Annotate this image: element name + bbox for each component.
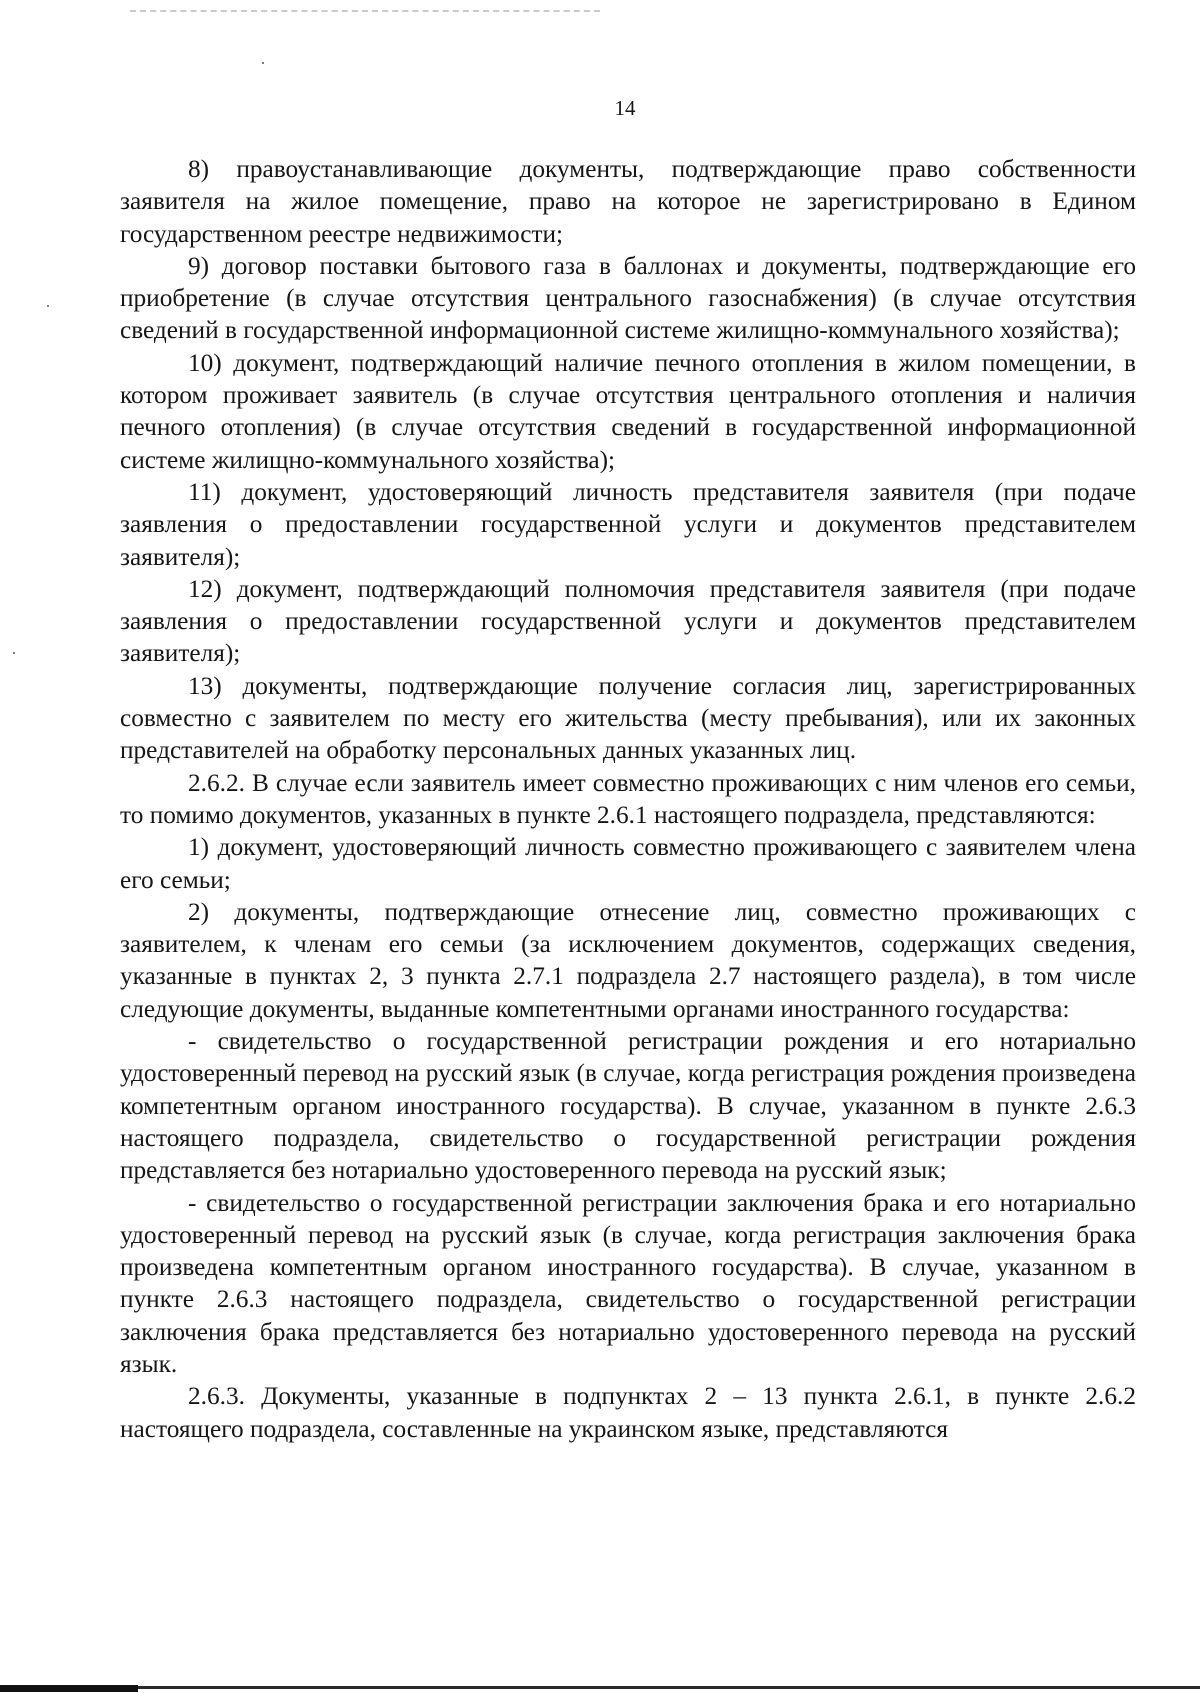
scan-speck: [47, 305, 49, 307]
scan-bottom-thick-line: [0, 1685, 138, 1692]
scan-speck: [262, 62, 264, 64]
paragraph-item-13: 13) документы, подтверждающие получение согласия лиц, зарегистрированных совместно с заявителем по месту его жительства (месту пребывания), или их законных представителей на обработку персональных данных указанных лиц.: [120, 671, 1136, 765]
scan-bottom-thin-line: [138, 1686, 1200, 1689]
paragraph-item-11: 11) документ, удостоверяющий личность представителя заявителя (при подаче заявления о предоставлении государственной услуги и документов представителем заявителя);: [120, 477, 1136, 571]
scan-speck: [13, 652, 15, 654]
scan-artifact-top-line: [130, 10, 600, 12]
paragraph-2-6-2: 2.6.2. В случае если заявитель имеет совместно проживающих с ним членов его семьи, то помимо документов, указанных в пункте 2.6.1 настоящего подраздела, представляются:: [120, 768, 1136, 829]
paragraph-2-6-2-item-2: 2) документы, подтверждающие отнесение лиц, совместно проживающих с заявителем, к членам его семьи (за исключением документов, содержащих сведения, указанные в пунктах 2, 3 пункта 2.7.1 подраздела 2.7 настоящего раздела), в том числе следующие документы, выданные компетентными органами иностранного государства:: [120, 897, 1136, 1023]
paragraph-birth-certificate: - свидетельство о государственной регистрации рождения и его нотариально удостоверенный перевод на русский язык (в случае, когда регистрация рождения произведена компетентным органом иностранного государства). В случае, указанном в пункте 2.6.3 настоящего подраздела, свидетельство о государственной регистрации рождения представляется без нотариально удостоверенного перевода на русский язык;: [120, 1027, 1136, 1185]
paragraph-item-9: 9) договор поставки бытового газа в баллонах и документы, подтверждающие его приобретение (в случае отсутствия центрального газоснабжения) (в случае отсутствия сведений в государственной информационной системе жилищно-коммунального хозяйства);: [120, 251, 1136, 345]
paragraph-2-6-3: 2.6.3. Документы, указанные в подпунктах 2 – 13 пункта 2.6.1, в пункте 2.6.2 настоящего подраздела, составленные на украинском языке, представляются: [120, 1382, 1136, 1443]
paragraph-2-6-2-item-1: 1) документ, удостоверяющий личность совместно проживающего с заявителем члена его семьи;: [120, 833, 1136, 894]
paragraph-item-10: 10) документ, подтверждающий наличие печного отопления в жилом помещении, в котором проживает заявитель (в случае отсутствия центрального отопления и наличия печного отопления) (в случае отсутствия сведений в государственной информационной системе жилищно-коммунального хозяйства);: [120, 348, 1136, 474]
paragraph-item-12: 12) документ, подтверждающий полномочия представителя заявителя (при подаче заявления о предоставлении государственной услуги и документов представителем заявителя);: [120, 574, 1136, 668]
paragraph-marriage-certificate: - свидетельство о государственной регистрации заключения брака и его нотариально удостоверенный перевод на русский язык (в случае, когда регистрация заключения брака произведена компетентным органом иностранного государства). В случае, указанном в пункте 2.6.3 настоящего подраздела, свидетельство о государственной регистрации заключения брака представляется без нотариально удостоверенного перевода на русский язык.: [120, 1188, 1136, 1378]
scan-artifact-bottom-edge: [0, 1684, 1200, 1693]
page-number: 14: [614, 96, 636, 120]
paragraph-item-8: 8) правоустанавливающие документы, подтверждающие право собственности заявителя на жилое помещение, право на которое не зарегистрировано в Едином государственном реестре недвижимости;: [120, 155, 1136, 248]
document-body: [120, 153, 1136, 1445]
